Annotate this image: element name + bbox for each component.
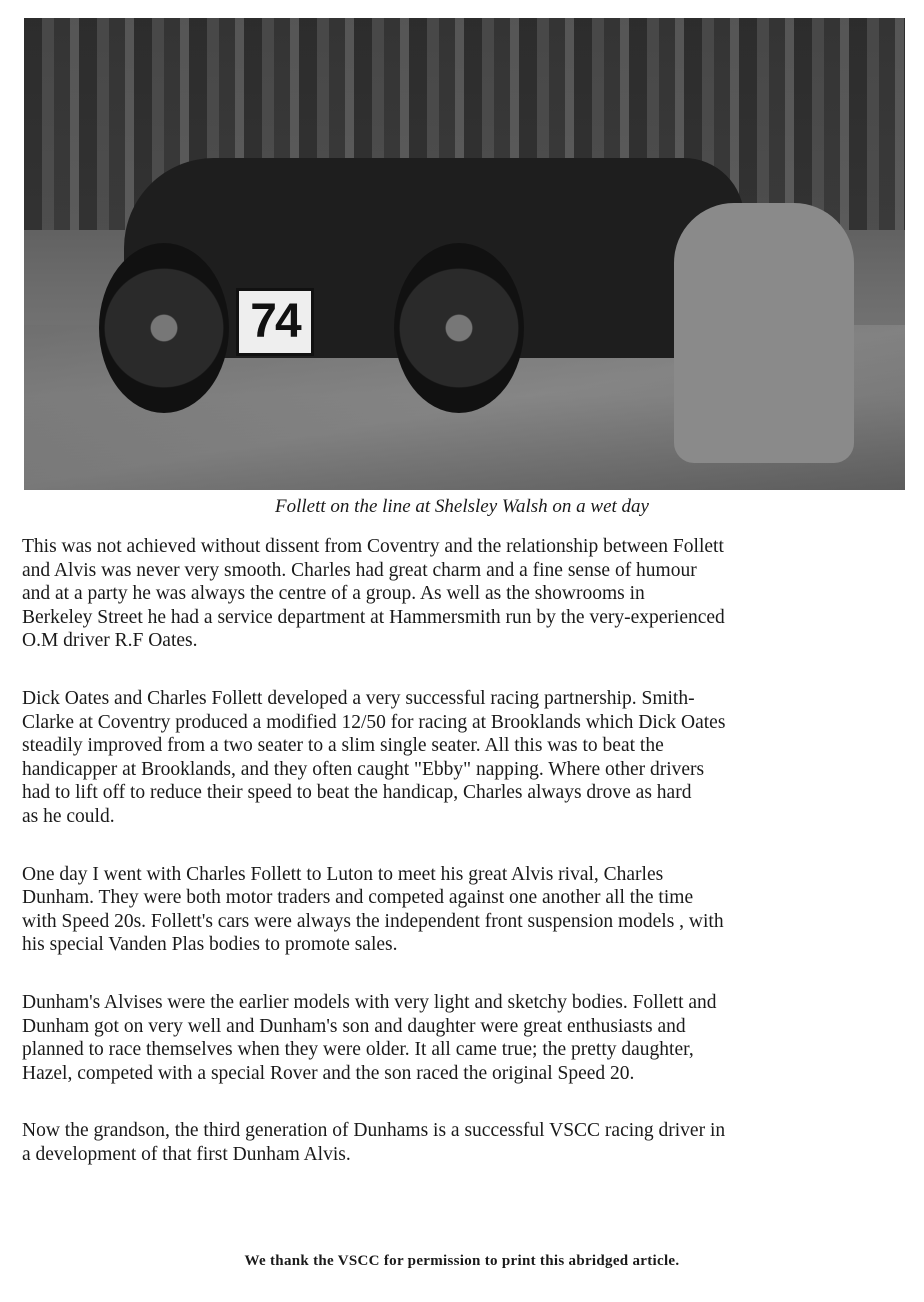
- text-line: One day I went with Charles Follett to Luton to meet his great Alvis rival, Charles: [22, 863, 664, 885]
- text-line: planned to race themselves when they were older. It all came true; the pretty daughter,: [22, 1039, 694, 1061]
- text-line: and Alvis was never very smooth. Charles had great charm and a fine sense of humour: [22, 559, 697, 581]
- text-line: a development of that first Dunham Alvis.: [22, 1143, 351, 1165]
- text-line: Now the grandson, the third generation of Dunhams is a successful VSCC racing driver in: [22, 1120, 726, 1142]
- number-plate: 74: [236, 288, 314, 356]
- paragraph: [22, 991, 912, 1085]
- paragraph: [22, 535, 912, 653]
- rear-wheel: [394, 243, 524, 413]
- text-line: steadily improved from a two seater to a slim single seater. All this was to beat the: [22, 735, 664, 757]
- crouching-man: [674, 203, 854, 463]
- front-wheel: [99, 243, 229, 413]
- paragraph: [22, 687, 912, 829]
- text-line: handicapper at Brooklands, and they often caught "Ebby" napping. Where other drivers: [22, 758, 705, 780]
- text-line: Hazel, competed with a special Rover and the son raced the original Speed 20.: [22, 1062, 635, 1084]
- text-line: O.M driver R.F Oates.: [22, 630, 198, 652]
- photo-racing-car: [24, 18, 905, 490]
- text-line: This was not achieved without dissent from Coventry and the relationship between Follett: [22, 536, 724, 557]
- text-line: Dunham's Alvises were the earlier models with very light and sketchy bodies. Follett and: [22, 991, 717, 1013]
- acknowledgement: We thank the VSCC for permission to print this abridged article.: [244, 1253, 680, 1269]
- text-line: Clarke at Coventry produced a modified 12/50 for racing at Brooklands which Dick Oates: [22, 711, 726, 733]
- text-line: Dunham got on very well and Dunham's son and daughter were great enthusiasts and: [22, 1015, 686, 1037]
- text-line: as he could.: [22, 805, 115, 827]
- text-line: Berkeley Street he had a service department at Hammersmith run by the very-experienced: [22, 606, 725, 628]
- text-line: had to lift off to reduce their speed to beat the handicap, Charles always drove as hard: [22, 782, 692, 804]
- text-line: with Speed 20s. Follett's cars were always the independent front suspension models , with: [22, 910, 724, 932]
- text-line: Dunham. They were both motor traders and competed against one another all the time: [22, 887, 694, 909]
- paragraph: [22, 863, 912, 957]
- photo-caption: Follett on the line at Shelsley Walsh on a wet day: [275, 496, 649, 517]
- article-body: [22, 535, 912, 1200]
- text-line: and at a party he was always the centre of a group. As well as the showrooms in: [22, 583, 645, 605]
- paragraph: [22, 1119, 912, 1166]
- text-line: Dick Oates and Charles Follett developed a very successful racing partnership. Smith-: [22, 687, 695, 709]
- text-line: his special Vanden Plas bodies to promote sales.: [22, 934, 398, 956]
